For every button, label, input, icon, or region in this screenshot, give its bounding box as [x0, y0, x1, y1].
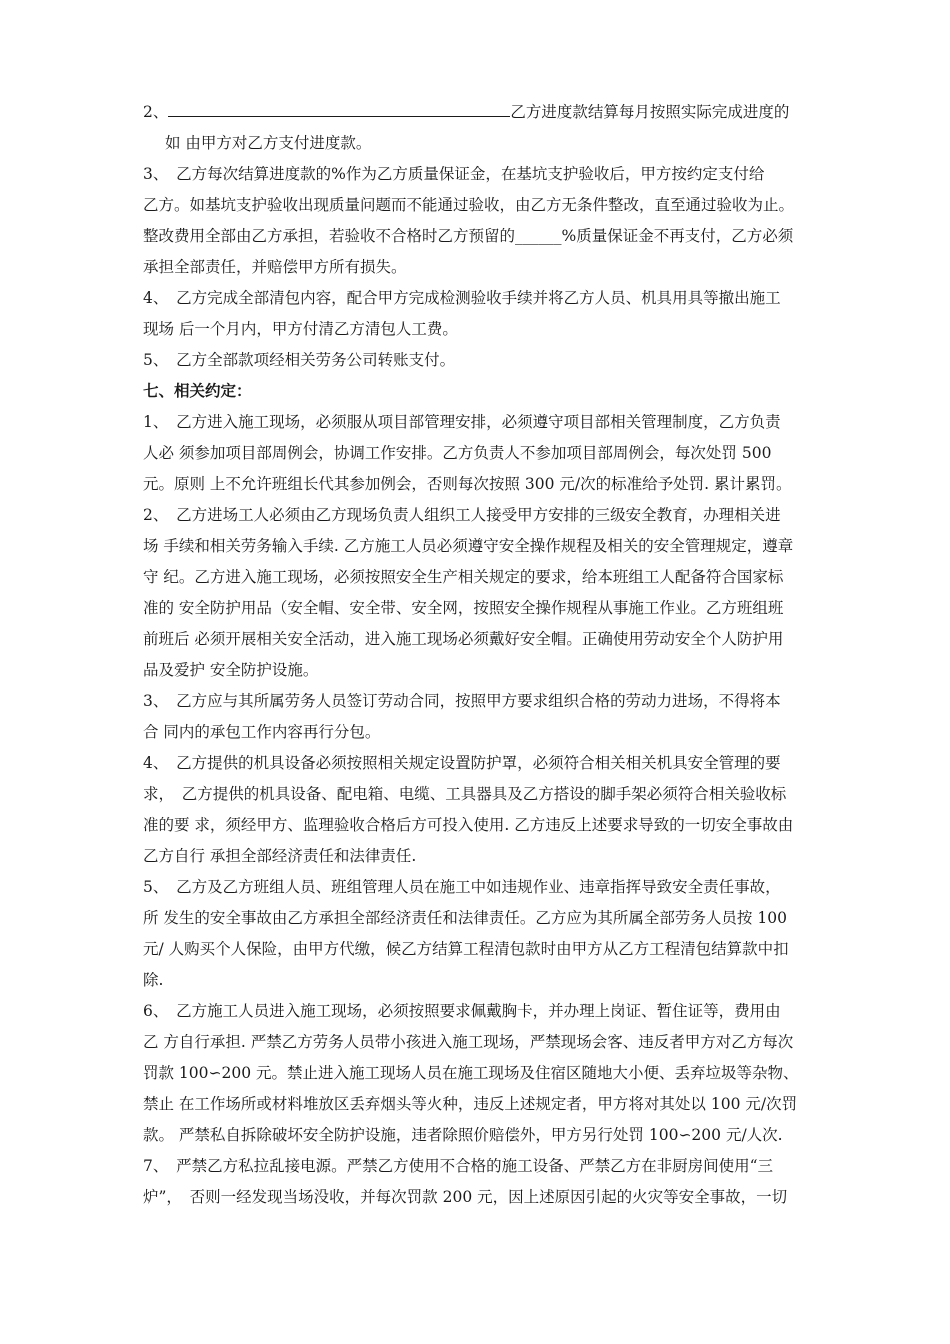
text-line: 1、 乙方进入施工现场，必须服从项目部管理安排，必须遵守项目部相关管理制度，乙方负责: [143, 413, 781, 431]
text-line: 求， 乙方提供的机具设备、配电箱、电缆、工具器具及乙方搭设的脚手架必须符合相关验收标: [143, 785, 787, 803]
clause-2-first-line: [143, 100, 789, 122]
clause-2-number: 2、: [143, 103, 169, 121]
text-line: 炉”， 否则一经发现当场没收，并每次罚款 200 元，因上述原因引起的火灾等安全事故，一切: [143, 1188, 788, 1206]
text-line: 禁止 在工作场所或材料堆放区丢弃烟头等火种，违反上述规定者，甲方将对其处以 100 元/次罚: [143, 1095, 798, 1113]
text-line: 2、 乙方进场工人必须由乙方现场负责人组织工人接受甲方安排的三级安全教育，办理相关进: [143, 506, 781, 524]
text-line: 4、 乙方完成全部清包内容，配合甲方完成检测验收手续并将乙方人员、机具用具等撤出施工: [143, 289, 781, 307]
text-line: 6、 乙方施工人员进入施工现场，必须按照要求佩戴胸卡，并办理上岗证、暂住证等，费用由: [143, 1002, 781, 1020]
text-line: 4、 乙方提供的机具设备必须按照相关规定设置防护罩，必须符合相关相关机具安全管理的要: [143, 754, 781, 772]
text-line: 5、 乙方全部款项经相关劳务公司转账支付。: [143, 351, 456, 369]
text-line: 准的 安全防护用品（安全帽、安全带、安全网，按照安全操作规程从事施工作业。乙方班组班: [143, 599, 784, 617]
clause-2-text: 乙方进度款结算每月按照实际完成进度的: [510, 103, 790, 121]
text-line: 承担全部责任，并赔偿甲方所有损失。: [143, 258, 407, 276]
text-line: 前班后 必须开展相关安全活动，进入施工现场必须戴好安全帽。正确使用劳动安全个人防护用: [143, 630, 784, 648]
text-line: 守 纪。乙方进入施工现场，必须按照安全生产相关规定的要求，给本班组工人配备符合国家标: [143, 568, 784, 586]
text-line: 除.: [143, 971, 164, 989]
text-line: 整改费用全部由乙方承担，若验收不合格时乙方预留的______%质量保证金不再支付，乙方必须: [143, 227, 794, 245]
text-line: 罚款 100∽200 元。禁止进入施工现场人员在施工现场及住宿区随地大小便、丢弃垃圾等杂物、: [143, 1064, 799, 1082]
text-line: 乙方。如基坑支护验收出现质量问题而不能通过验收，由乙方无条件整改，直至通过验收为止。: [143, 196, 795, 214]
fill-in-blank: [168, 102, 510, 117]
text-line: 所 发生的安全事故由乙方承担全部经济责任和法律责任。乙方应为其所属全部劳务人员按 100: [143, 909, 787, 927]
text-line: 7、 严禁乙方私拉乱接电源。严禁乙方使用不合格的施工设备、严禁乙方在非厨房间使用“三: [143, 1157, 774, 1175]
text-line: 乙 方自行承担. 严禁乙方劳务人员带小孩进入施工现场，严禁现场会客、违反者甲方对乙方每次: [143, 1033, 794, 1051]
text-line: 5、 乙方及乙方班组人员、班组管理人员在施工中如违规作业、违章指挥导致安全责任事故，: [143, 878, 781, 896]
text-line: 3、 乙方每次结算进度款的%作为乙方质量保证金，在基坑支护验收后，甲方按约定支付给: [143, 165, 765, 183]
text-line: 款。 严禁私自拆除破坏安全防护设施，违者除照价赔偿外，甲方另行处罚 100∽200 元/人次.: [143, 1126, 783, 1144]
section-heading: 七、相关约定：: [143, 381, 252, 400]
text-line: 品及爱护 安全防护设施。: [143, 661, 319, 679]
text-line: 元/ 人购买个人保险，由甲方代缴，候乙方结算工程清包款时由甲方从乙方工程清包结算款中扣: [143, 940, 789, 958]
text-line: 乙方自行 承担全部经济责任和法律责任.: [143, 847, 417, 865]
text-line: 3、 乙方应与其所属劳务人员签订劳动合同，按照甲方要求组织合格的劳动力进场，不得将本: [143, 692, 781, 710]
text-line: 现场 后一个月内，甲方付清乙方清包人工费。: [143, 320, 458, 338]
text-line: 元。原则 上不允许班组长代其参加例会，否则每次按照 300 元/次的标准给予处罚. 累计累罚。: [143, 475, 792, 493]
text-line: 如 由甲方对乙方支付进度款。: [165, 134, 372, 152]
text-line: 人必 须参加项目部周例会，协调工作安排。乙方负责人不参加项目部周例会，每次处罚 500: [143, 444, 772, 462]
text-line: 合 同内的承包工作内容再行分包。: [143, 723, 381, 741]
text-line: 准的要 求，须经甲方、监理验收合格后方可投入使用. 乙方违反上述要求导致的一切安全事故由: [143, 816, 794, 834]
text-line: 场 手续和相关劳务输入手续. 乙方施工人员必须遵守安全操作规程及相关的安全管理规定，遵章: [143, 537, 794, 555]
